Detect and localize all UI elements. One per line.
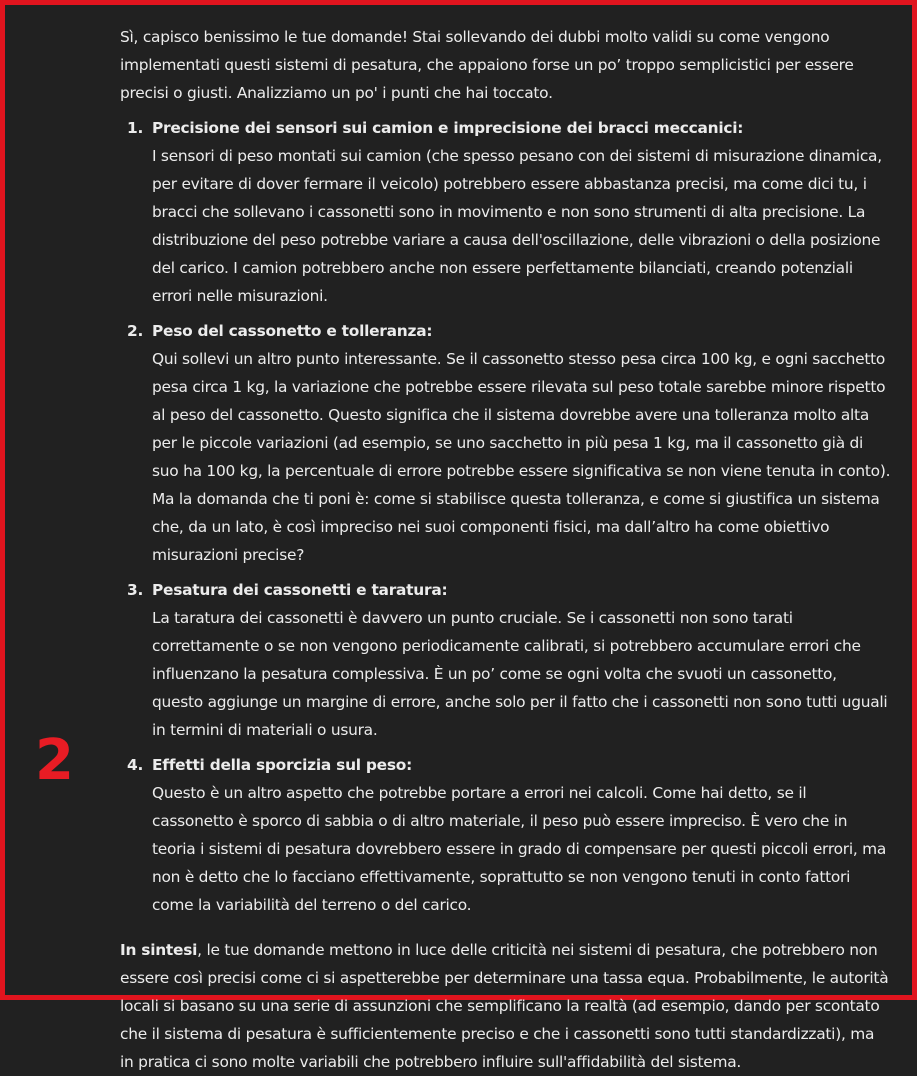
list-item-body: I sensori di peso montati sui camion (che spesso pesano con dei sistemi di misurazione dinamica, per evitare di dover fermare il veicolo) potrebbero essere abbastanza precisi, ma come dici tu, i bracci che sollevano i cassonetti sono in movimento e non sono strumenti di alta precisione. La distribuzione del peso potrebbe variare a causa dell'oscillazione, delle vibrazioni o della posizione del carico. I camion potrebbero anche non essere perfettamente bilanciati, creando potenziali errori nelle misurazioni. xyxy=(152,147,882,305)
list-item-title: Peso del cassonetto e tolleranza: xyxy=(152,322,433,340)
intro-paragraph: Sì, capisco benissimo le tue domande! Stai sollevando dei dubbi molto validi su come vengono implementati questi sistemi di pesatura, che appaiono forse un po’ troppo semplicistici per essere precisi o giusti. Analizziamo un po' i punti che hai toccato. xyxy=(120,28,854,102)
list-item-title: Pesatura dei cassonetti e taratura: xyxy=(152,581,448,599)
list-item-body: Questo è un altro aspetto che potrebbe portare a errori nei calcoli. Come hai detto, se il cassonetto è sporco di sabbia o di altro materiale, il peso può essere impreciso. È vero che in teoria i sistemi di pesatura dovrebbero essere in grado di compensare per questi piccoli errori, ma non è detto che lo facciano effettivamente, soprattutto se non vengono tenuti in conto fattori come la variabilità del terreno o del carico. xyxy=(152,784,887,914)
message-content xyxy=(120,23,892,1076)
list-item-number: 1. xyxy=(127,119,144,137)
list-item-title: Effetti della sporcizia sul peso: xyxy=(152,756,413,774)
summary-lead: In sintesi xyxy=(120,941,198,959)
summary-text: , le tue domande mettono in luce delle criticità nei sistemi di pesatura, che potrebbero non essere così precisi come ci si aspetterebbe per determinare una tassa equa. Probabilmente, le autorità locali si basano su una serie di assunzioni che semplificano la realtà (ad esempio, dando per scontato che il sistema di pesatura è sufficientemente preciso e che i cassonetti sono tutti standardizzati), ma in pratica ci sono molte variabili che potrebbero influire sull'affidabilità del sistema. xyxy=(120,941,889,1071)
list-item-body: La taratura dei cassonetti è davvero un punto cruciale. Se i cassonetti non sono tarati correttamente o se non vengono periodicamente calibrati, si potrebbero accumulare errori che influenzano la pesatura complessiva. È un po’ come se ogni volta che svuoti un cassonetto, questo aggiunge un margine di errore, anche solo per il fatto che i cassonetti non sono tutti uguali in termini di materiali o usura. xyxy=(152,609,888,739)
list-item-title: Precisione dei sensori sui camion e imprecisione dei bracci meccanici: xyxy=(152,119,744,137)
list-item xyxy=(120,114,892,310)
list-item xyxy=(120,576,892,744)
list-item-number: 4. xyxy=(127,756,144,774)
list-item xyxy=(120,751,892,919)
summary-paragraph xyxy=(120,936,892,1076)
number-badge: 2 xyxy=(35,728,74,793)
list-item-body: Qui sollevi un altro punto interessante. Se il cassonetto stesso pesa circa 100 kg, e ogni sacchetto pesa circa 1 kg, la variazione che potrebbe essere rilevata sul peso totale sarebbe minore rispetto al peso del cassonetto. Questo significa che il sistema dovrebbe avere una tolleranza molto alta per le piccole variazioni (ad esempio, se uno sacchetto in più pesa 1 kg, ma il cassonetto già di suo ha 100 kg, la percentuale di errore potrebbe essere significativa se non viene tenuta in conto). Ma la domanda che ti poni è: come si stabilisce questa tolleranza, e come si giustifica un sistema che, da un lato, è così impreciso nei suoi componenti fisici, ma dall’altro ha come obiettivo misurazioni precise? xyxy=(152,350,891,564)
list-item-number: 3. xyxy=(127,581,144,599)
points-list xyxy=(120,114,892,919)
list-item-number: 2. xyxy=(127,322,144,340)
list-item xyxy=(120,317,892,569)
